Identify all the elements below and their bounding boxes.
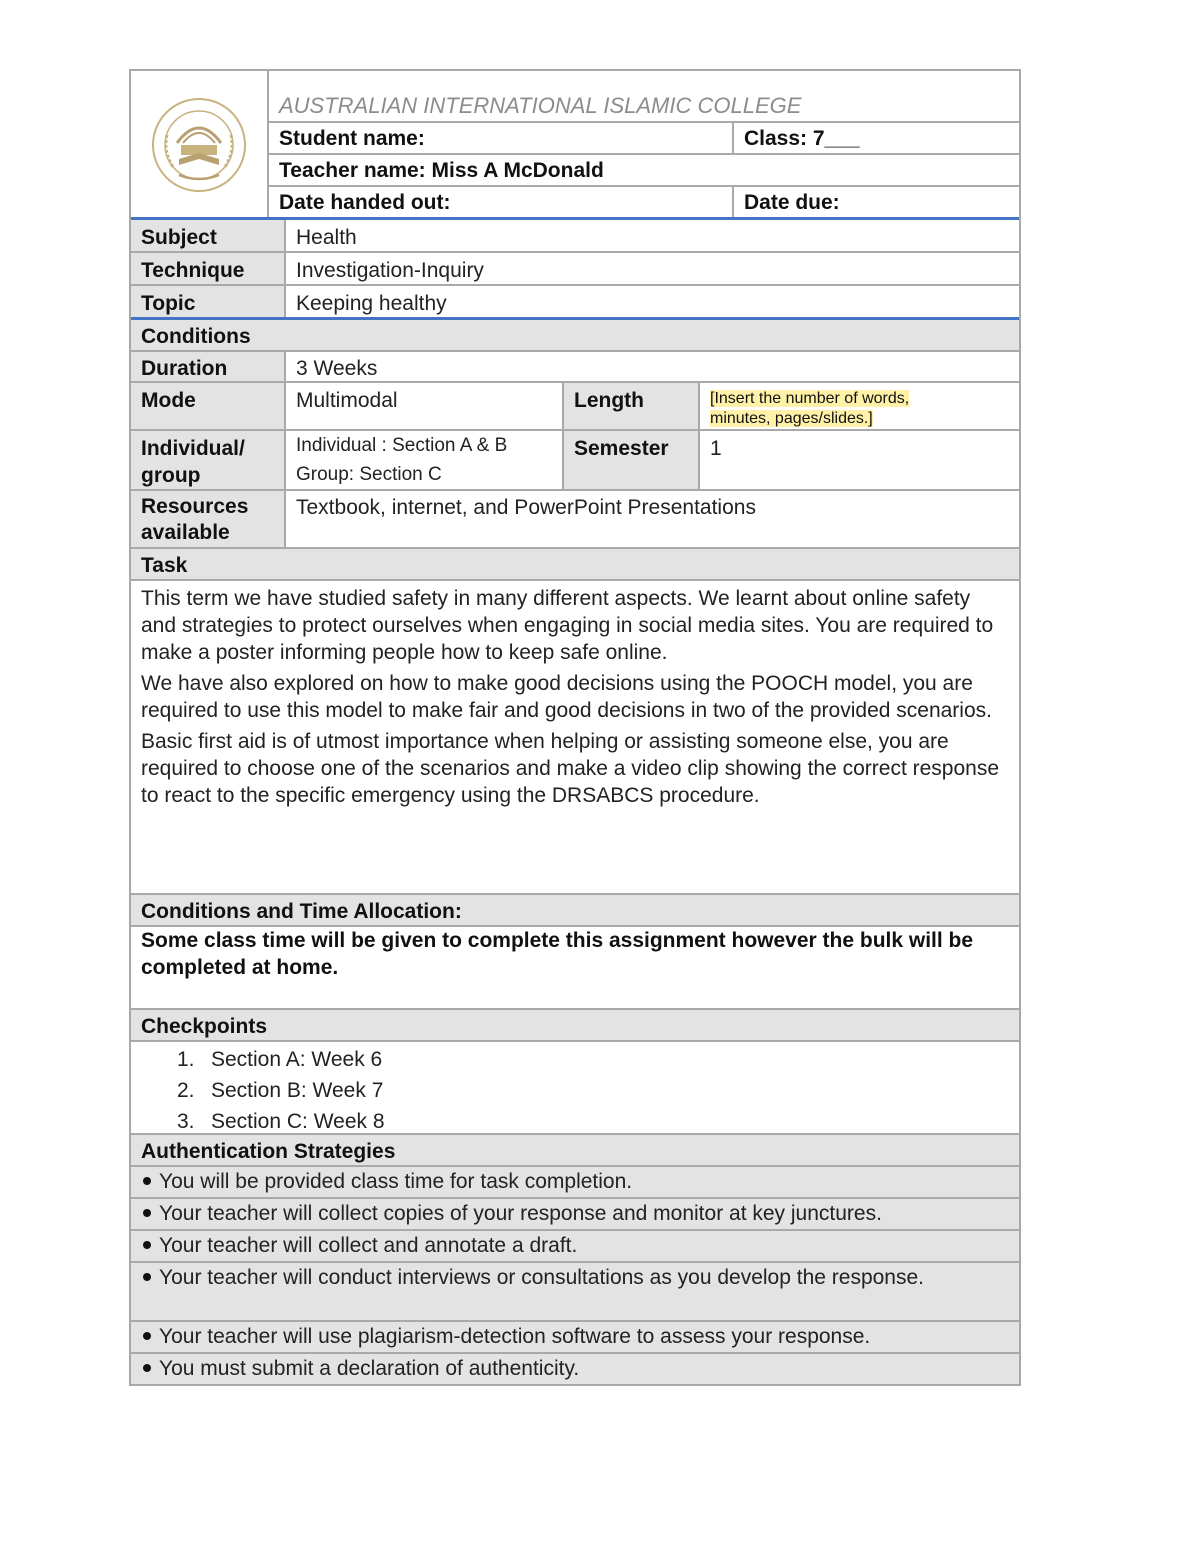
individual-group-value-cell: Individual : Section A & B Group: Section C — [296, 435, 508, 485]
task-body — [131, 581, 1019, 893]
auth-item-3: Your teacher will collect and annotate a draft. — [131, 1231, 1019, 1261]
subject-value-cell: Health — [296, 226, 357, 249]
date-handed-out-field[interactable]: Date handed out: — [279, 191, 451, 214]
allocation-heading: Conditions and Time Allocation: — [131, 895, 1019, 925]
college-title: AUSTRALIAN INTERNATIONAL ISLAMIC COLLEGE — [279, 93, 802, 118]
auth-item-1: You will be provided class time for task completion. — [131, 1167, 1019, 1197]
teacher-name-field: Teacher name: Miss A McDonald — [279, 159, 604, 182]
duration-value-cell: 3 Weeks — [296, 357, 378, 380]
checkpoint-item-2: 2. Section B: Week 7 — [177, 1079, 384, 1102]
duration-label-cell: Duration — [131, 352, 284, 381]
authentication-heading: Authentication Strategies — [131, 1135, 1019, 1165]
topic-value-cell: Keeping healthy — [296, 292, 447, 315]
technique-value-cell: Investigation-Inquiry — [296, 259, 484, 282]
auth-item-6: You must submit a declaration of authenticity. — [131, 1354, 1019, 1384]
resources-label-cell: Resources available — [131, 491, 284, 547]
checkpoint-item-1: 1. Section A: Week 6 — [177, 1048, 383, 1071]
auth-item-5: Your teacher will use plagiarism-detection software to assess your response. — [131, 1322, 1019, 1352]
date-due-field[interactable]: Date due: — [744, 191, 840, 214]
semester-label-cell: Semester — [564, 431, 698, 489]
student-name-field[interactable]: Student name: — [279, 127, 425, 150]
length-label-cell: Length — [564, 383, 698, 429]
mode-value-cell: Multimodal — [296, 389, 398, 412]
assessment-sheet — [129, 69, 1021, 1386]
individual-group-label-cell: Individual/ group — [131, 431, 284, 489]
task-paragraph-2: We have also explored on how to make good decisions using the POOCH model, you are required to use this model to make fair and good decisions in two of the provided scenarios. — [141, 672, 992, 722]
length-value-cell[interactable]: [Insert the number of words, minutes, pages/slides.] — [710, 390, 910, 427]
subject-label-cell: Subject — [131, 220, 284, 251]
conditions-heading: Conditions — [131, 320, 1019, 350]
class-field[interactable]: Class: 7___ — [744, 127, 860, 150]
task-paragraph-1: This term we have studied safety in many different aspects. We learnt about online safety and strategies to protect ourselves when engaging in social media sites. You are required to make a poster informing people how to keep safe online. — [141, 587, 994, 664]
allocation-body: Some class time will be given to complete this assignment however the bulk will be completed at home. — [141, 929, 974, 979]
checkpoint-item-3: 3. Section C: Week 8 — [177, 1110, 385, 1133]
semester-value-cell: 1 — [710, 437, 722, 460]
auth-item-4: Your teacher will conduct interviews or consultations as you develop the response. — [131, 1263, 1019, 1320]
logo-cell — [131, 71, 267, 219]
task-paragraph-3: Basic first aid is of utmost importance when helping or assisting someone else, you are required to choose one of the scenarios and make a video clip showing the correct response to react to the specific emergency using the DRSABCS procedure. — [141, 730, 1000, 807]
college-seal-icon — [149, 95, 249, 195]
checkpoints-list — [131, 1042, 1019, 1133]
task-heading: Task — [131, 549, 1019, 579]
resources-value-cell: Textbook, internet, and PowerPoint Presentations — [296, 496, 756, 519]
technique-label-cell: Technique — [131, 253, 284, 284]
mode-label-cell: Mode — [131, 383, 284, 429]
checkpoints-heading: Checkpoints — [131, 1010, 1019, 1040]
topic-label-cell: Topic — [131, 286, 284, 317]
auth-item-2: Your teacher will collect copies of your response and monitor at key junctures. — [131, 1199, 1019, 1229]
